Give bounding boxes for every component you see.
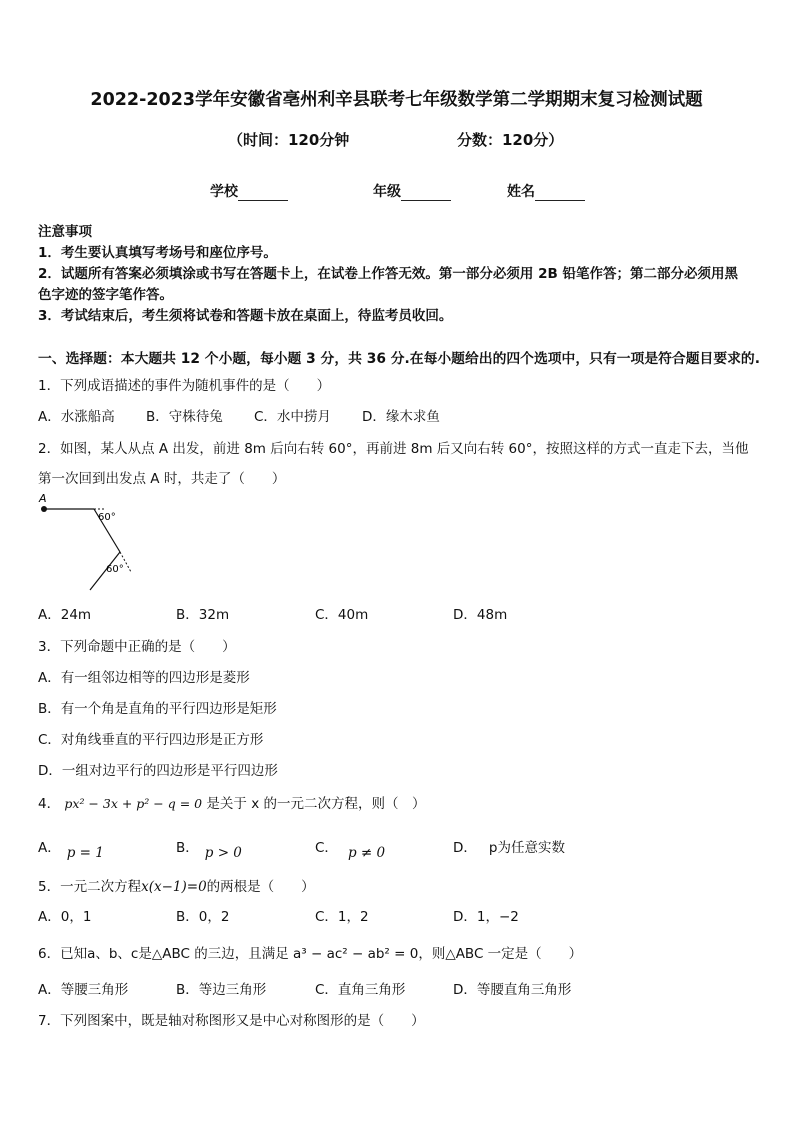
q3-option-b: B．有一个角是直角的平行四边形是矩形 (38, 701, 277, 717)
option-expr: p > 0 (204, 845, 242, 861)
q5-option-a: A．0，1 (38, 909, 92, 925)
q5-option-b: B．0，2 (176, 909, 230, 925)
grade-blank (401, 186, 451, 201)
q4-option-c (315, 836, 386, 861)
q5-stem (38, 875, 315, 895)
angle-label-1: 60° (98, 512, 116, 523)
q1-option-a: A．水涨船高 (38, 409, 115, 425)
q4-option-a (38, 836, 104, 861)
q6-option-b: B．等边三角形 (176, 982, 267, 998)
q1-stem: 1．下列成语描述的事件为随机事件的是（ ） (38, 378, 331, 394)
q4-option-b (176, 836, 242, 861)
exam-time: （时间：120分钟 (228, 131, 350, 149)
q6-stem: 6．已知a、b、c是△ABC 的三边，且满足 a³ − ac² − ab² = 0，则△ABC 一定是（ ） (38, 946, 583, 962)
q3-stem: 3．下列命题中正确的是（ ） (38, 639, 236, 655)
q3-option-c: C．对角线垂直的平行四边形是正方形 (38, 732, 264, 748)
q2-stem-line1: 2．如图，某人从点 A 出发，前进 8m 后向右转 60°，再前进 8m 后又向右转 60°，按照这样的方式一直走下去，当他 (38, 441, 749, 457)
q4-equation: px² − 3x + p² − q = 0 (64, 796, 203, 811)
q3-option-a: A．有一组邻边相等的四边形是菱形 (38, 670, 250, 686)
notice-item: 3．考试结束后，考生须将试卷和答题卡放在桌面上，待监考员收回。 (38, 308, 453, 324)
q2-option-c: C．40m (315, 607, 369, 623)
option-label: B． (176, 840, 199, 856)
q4-stem (38, 792, 425, 812)
q2-stem-line2: 第一次回到出发点 A 时，共走了（ ） (38, 471, 286, 487)
q4-number: 4． (38, 796, 61, 812)
point-a-label: A (39, 492, 47, 505)
q4-option-d (453, 836, 565, 856)
option-label: C． (315, 840, 338, 856)
school-blank (238, 186, 288, 201)
q6-option-c: C．直角三角形 (315, 982, 406, 998)
name-blank (535, 186, 585, 201)
school-field (210, 181, 288, 201)
option-label: D． (453, 840, 477, 856)
option-label: A． (38, 840, 61, 856)
angle-label-2: 60° (106, 564, 124, 575)
q2-path-figure (34, 490, 144, 595)
q5-option-d: D．1，−2 (453, 909, 519, 925)
q5-option-c: C．1，2 (315, 909, 369, 925)
section-heading: 一、选择题：本大题共 12 个小题，每小题 3 分，共 36 分.在每小题给出的四个选项中，只有一项是符合题目要求的. (38, 351, 760, 367)
q5-stem-post: 的两根是（ ） (206, 879, 315, 895)
notice-item: 2．试题所有答案必须填涂或书写在答题卡上，在试卷上作答无效。第一部分必须用 2B 铅笔作答；第二部分必须用黑 (38, 266, 738, 282)
q2-option-a: A．24m (38, 607, 92, 623)
q5-stem-pre: 5．一元二次方程 (38, 879, 142, 895)
q4-stem-rest: 是关于 x 的一元二次方程，则（ ） (206, 796, 426, 812)
grade-label: 年级 (373, 184, 401, 200)
option-expr: p = 1 (66, 845, 104, 861)
exam-title: 2022-2023学年安徽省亳州利辛县联考七年级数学第二学期期末复习检测试题 (90, 90, 703, 110)
notice-item: 色字迹的签字笔作答。 (38, 287, 173, 303)
q3-option-d: D．一组对边平行的四边形是平行四边形 (38, 763, 278, 779)
q1-option-d: D．缘木求鱼 (362, 409, 440, 425)
notice-item: 1．考生要认真填写考场号和座位序号。 (38, 245, 277, 261)
school-label: 学校 (210, 184, 238, 200)
q5-equation: x(x−1)=0 (141, 879, 207, 895)
q6-option-d: D．等腰直角三角形 (453, 982, 572, 998)
option-expr: p ≠ 0 (347, 845, 386, 861)
q1-option-c: C．水中捞月 (254, 409, 331, 425)
name-label: 姓名 (507, 184, 535, 200)
q1-option-b: B．守株待兔 (146, 409, 223, 425)
exam-score: 分数：120分） (457, 131, 564, 149)
q6-option-a: A．等腰三角形 (38, 982, 129, 998)
option-expr: p为任意实数 (488, 840, 565, 856)
notice-heading: 注意事项 (38, 224, 92, 240)
q7-stem: 7．下列图案中，既是轴对称图形又是中心对称图形的是（ ） (38, 1013, 425, 1029)
name-field (507, 181, 585, 201)
grade-field (373, 181, 451, 201)
q2-option-b: B．32m (176, 607, 230, 623)
q2-option-d: D．48m (453, 607, 508, 623)
